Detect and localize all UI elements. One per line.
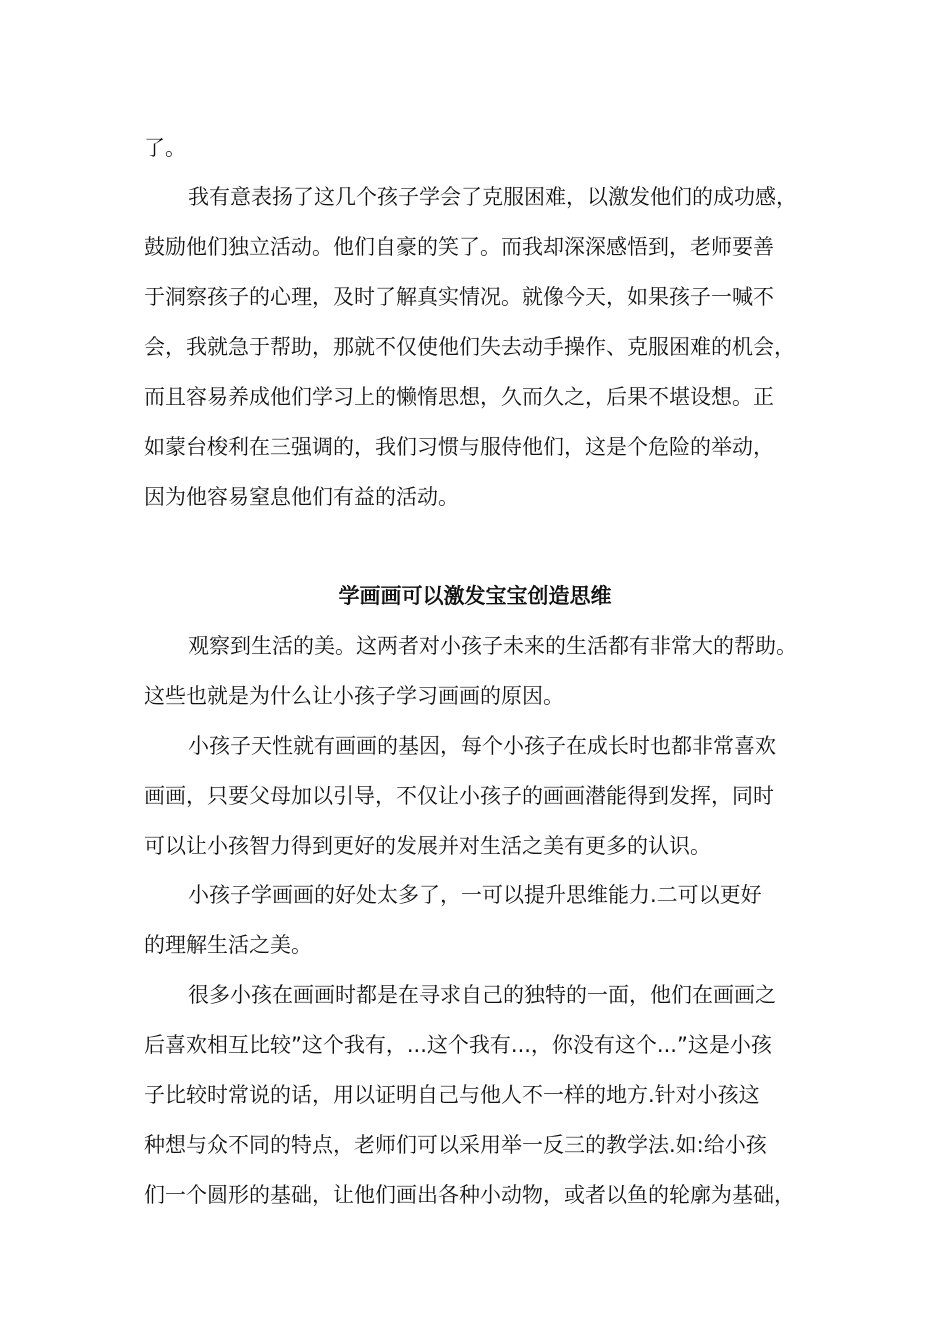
paragraph-line: 画画，只要父母加以引导，不仅让小孩子的画画潜能得到发挥，同时 bbox=[144, 784, 774, 808]
paragraph-line: 会，我就急于帮助，那就不仅使他们失去动手操作、克服困难的机会， bbox=[144, 335, 795, 359]
paragraph-line: 鼓励他们独立活动。他们自豪的笑了。而我却深深感悟到，老师要善 bbox=[144, 235, 774, 259]
section-title: 学画画可以激发宝宝创造思维 bbox=[338, 584, 612, 608]
paragraph-line: 如蒙台梭利在三强调的，我们习惯与服侍他们，这是个危险的举动， bbox=[144, 435, 774, 459]
paragraph-line: 我有意表扬了这几个孩子学会了克服困难，以激发他们的成功感， bbox=[188, 185, 797, 209]
paragraph-line: 而且容易养成他们学习上的懒惰思想，久而久之，后果不堪设想。正 bbox=[144, 385, 774, 409]
paragraph-line: 这些也就是为什么让小孩子学习画画的原因。 bbox=[144, 684, 564, 708]
paragraph-line: 因为他容易窒息他们有益的活动。 bbox=[144, 485, 459, 509]
paragraph-line: 可以让小孩智力得到更好的发展并对生活之美有更多的认识。 bbox=[144, 834, 711, 858]
paragraph-line: 小孩子学画画的好处太多了，一可以提升思维能力.二可以更好 bbox=[188, 883, 762, 907]
paragraph-line: 观察到生活的美。这两者对小孩子未来的生活都有非常大的帮助。 bbox=[188, 634, 797, 658]
paragraph-line: 子比较时常说的话，用以证明自己与他人不一样的地方.针对小孩这 bbox=[144, 1083, 760, 1107]
paragraph-line: 们一个圆形的基础，让他们画出各种小动物，或者以鱼的轮廓为基础， bbox=[144, 1183, 795, 1207]
paragraph-line: 后喜欢相互比较”这个我有，...这个我有...，你没有这个...”这是小孩 bbox=[144, 1033, 772, 1057]
paragraph-line: 种想与众不同的特点，老师们可以采用举一反三的教学法.如:给小孩 bbox=[144, 1133, 767, 1157]
paragraph-line: 很多小孩在画画时都是在寻求自己的独特的一面，他们在画画之 bbox=[188, 983, 776, 1007]
paragraph-line: 的理解生活之美。 bbox=[144, 933, 312, 957]
paragraph-line: 了。 bbox=[144, 136, 186, 160]
paragraph-line: 小孩子天性就有画画的基因，每个小孩子在成长时也都非常喜欢 bbox=[188, 734, 776, 758]
paragraph-line: 于洞察孩子的心理，及时了解真实情况。就像今天，如果孩子一喊不 bbox=[144, 285, 774, 309]
